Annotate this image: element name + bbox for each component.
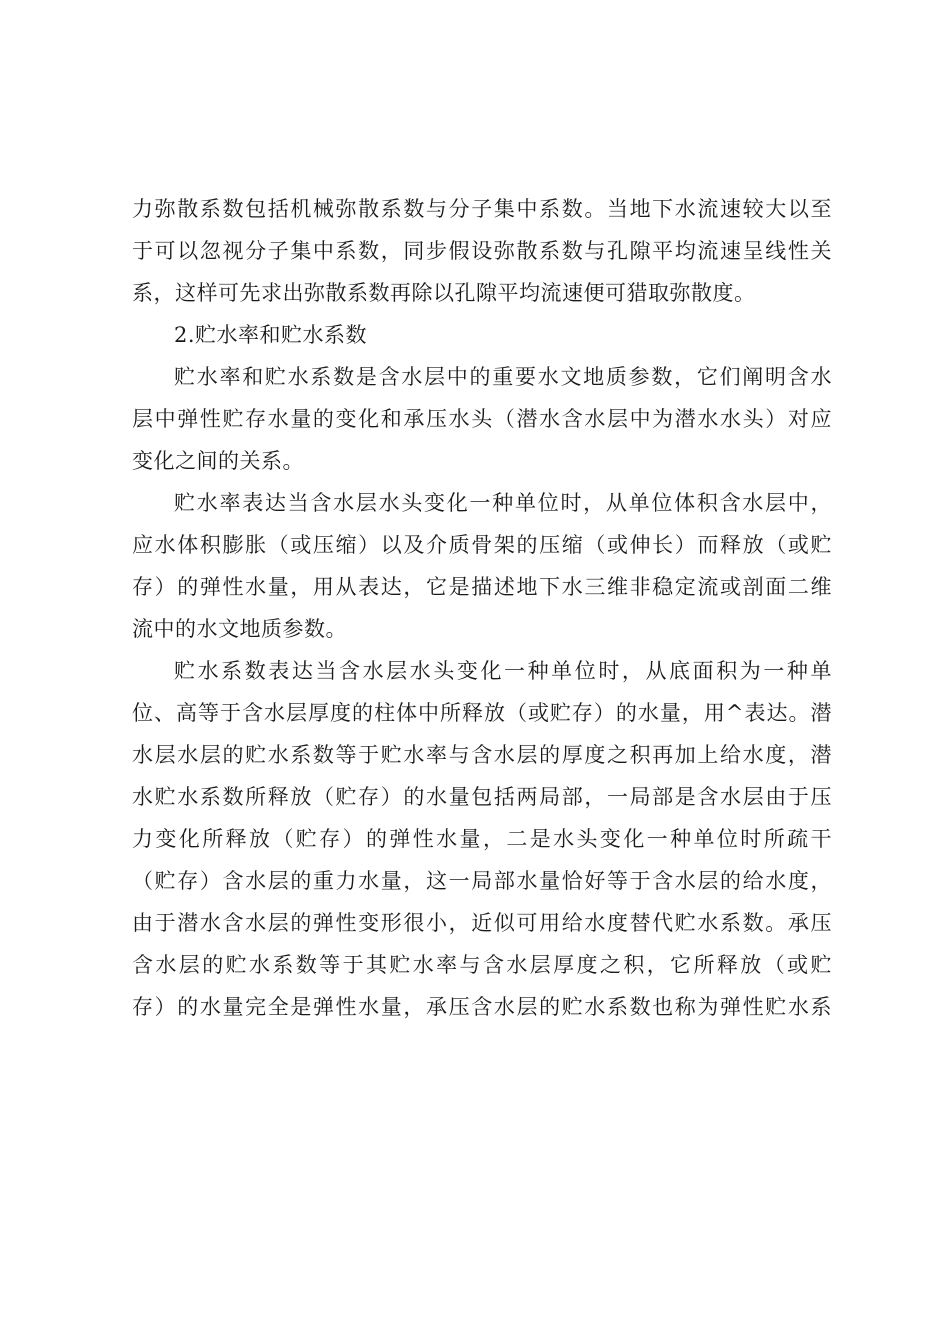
body-text [132,188,832,1028]
text-line: 系，这样可先求出弥散系数再除以孔隙平均流速便可猎取弥散度。 [132,281,756,305]
text-line: 存）的水量完全是弹性水量，承压含水层的贮水系数也称为弹性贮水系 [132,995,832,1019]
text-line: 贮水系数表达当含水层水头变化一种单位时，从底面积为一种单 [174,659,832,683]
text-line: 变化之间的关系。 [132,449,304,473]
text-line: 位、高等于含水层厚度的柱体中所释放（或贮存）的水量，用^表达。潜 [132,701,832,725]
text-line: （贮存）含水层的重力水量，这一局部水量恰好等于含水层的给水度， [132,869,832,893]
text-line: 含水层的贮水系数等于其贮水率与含水层厚度之积，它所释放（或贮 [132,953,832,977]
text-line: 层中弹性贮存水量的变化和承压水头（潜水含水层中为潜水水头）对应 [132,407,832,431]
text-line: 水贮水系数所释放（贮存）的水量包括两局部，一局部是含水层由于压 [132,785,832,809]
text-line: 贮水率表达当含水层水头变化一种单位时，从单位体积含水层中， [174,491,832,515]
text-line: 于可以忽视分子集中系数，同步假设弥散系数与孔隙平均流速呈线性关 [132,239,832,263]
text-line: 贮水率和贮水系数是含水层中的重要水文地质参数，它们阐明含水 [174,365,832,389]
text-line: 流中的水文地质参数。 [132,617,347,641]
text-line: 力弥散系数包括机械弥散系数与分子集中系数。当地下水流速较大以至 [132,197,832,221]
text-line: 由于潜水含水层的弹性变形很小，近似可用给水度替代贮水系数。承压 [132,911,832,935]
text-line: 水层水层的贮水系数等于贮水率与含水层的厚度之积再加上给水度，潜 [132,743,832,767]
section-heading: 2.贮水率和贮水系数 [174,323,368,347]
text-line: 存）的弹性水量，用从表达，它是描述地下水三维非稳定流或剖面二维 [132,575,832,599]
text-line: 应水体积膨胀（或压缩）以及介质骨架的压缩（或伸长）而释放（或贮 [132,533,832,557]
text-line: 力变化所释放（贮存）的弹性水量，二是水头变化一种单位时所疏干 [132,827,832,851]
